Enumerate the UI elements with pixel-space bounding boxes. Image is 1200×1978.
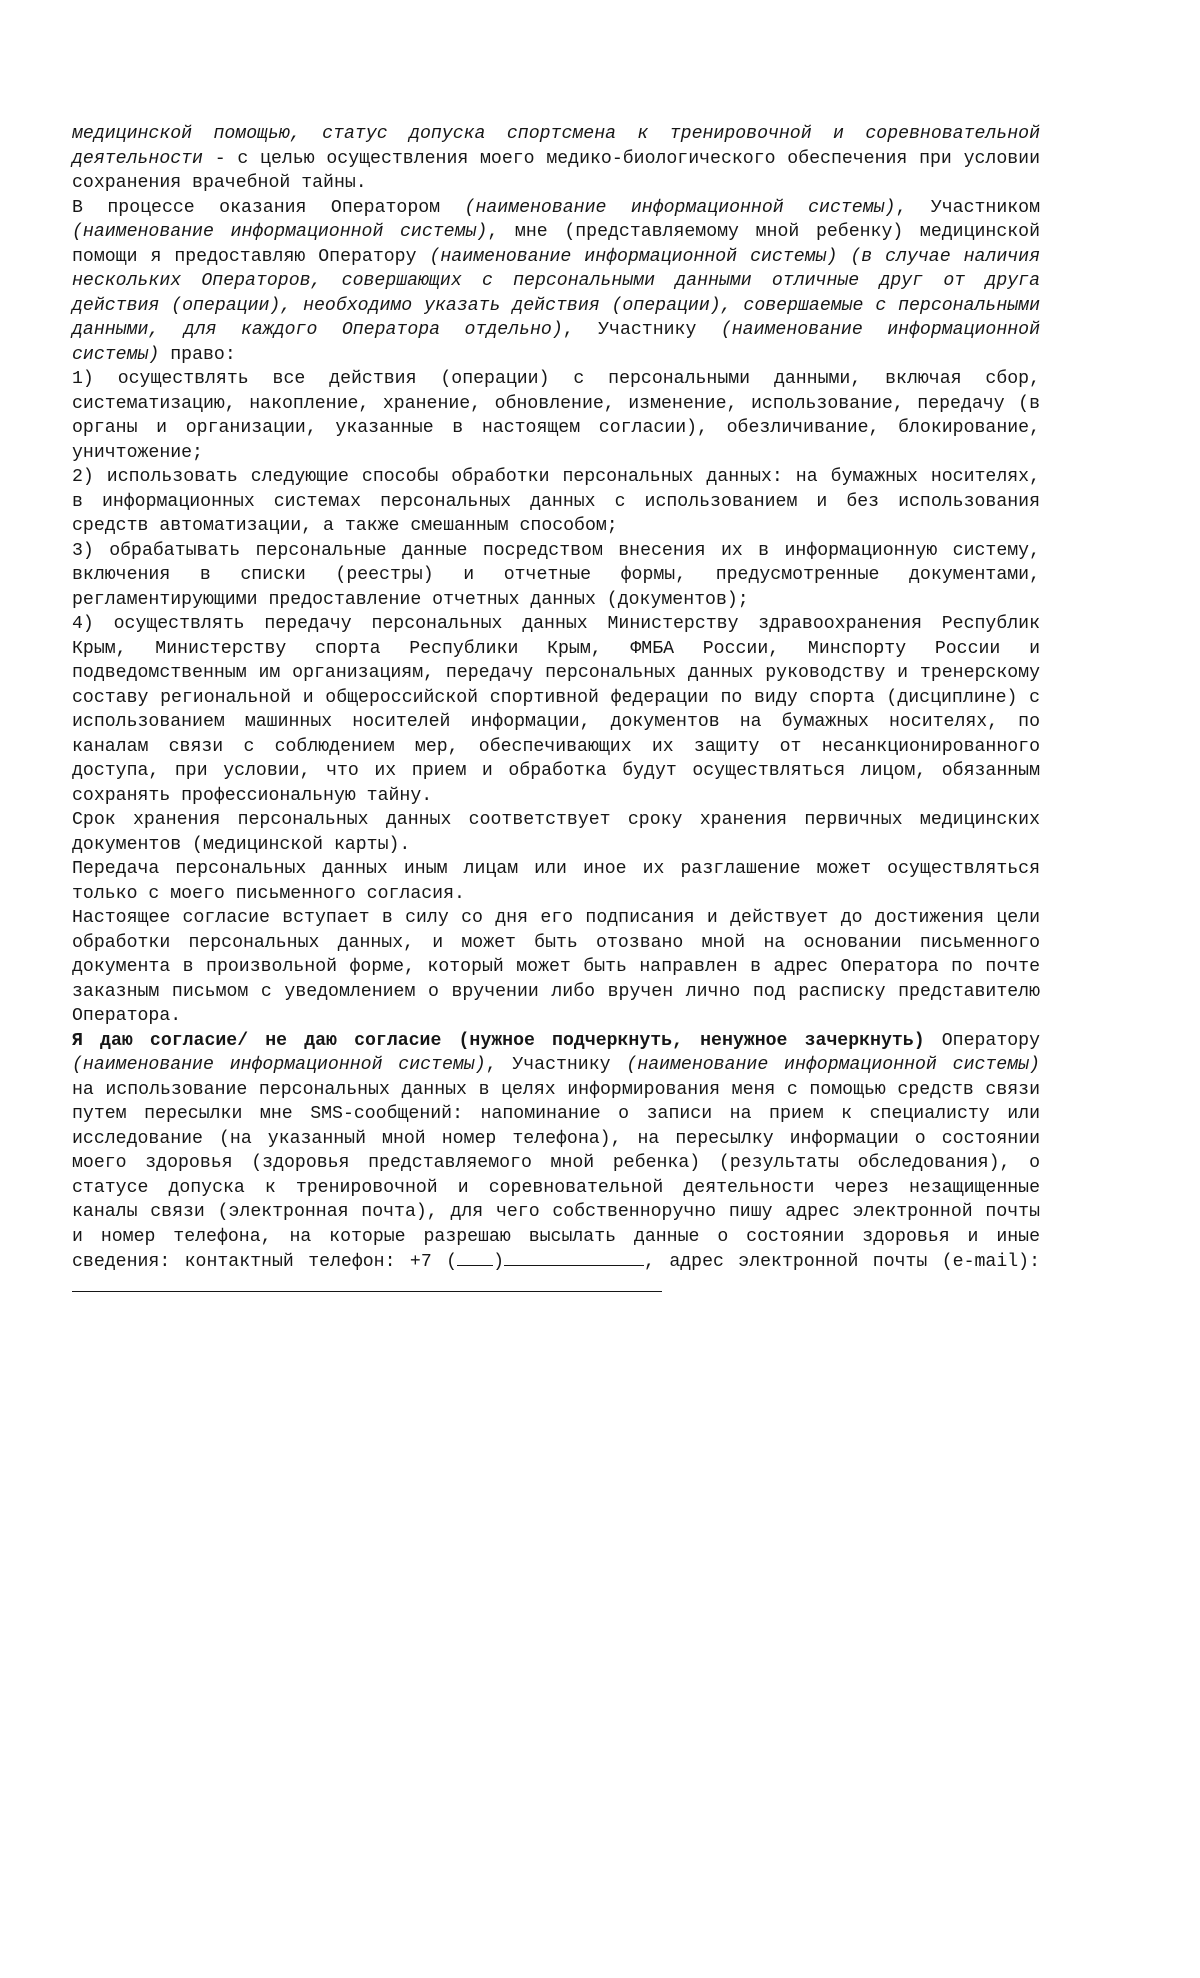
consent-text-3: на использование персональных данных в целях информирования меня с помощью средств связи путем пересылки мне SMS-сообщений: напоминание о записи на прием к специалисту или исследование (на указанный мной номер телефона), на пересылку информации о состоянии моего здоровья (здоровья представляемого мной ребенка) (результаты обследования), о статусе допуска к тренировочной и соревновательной деятельности через незащищенные каналы связи (электронная почта), для чего собственноручно пишу адрес электронной почты и номер телефона, на которые разрешаю высылать данные о состоянии здоровья и иные сведения: контактный телефон:	[72, 1079, 1040, 1272]
consent-italic-2: (наименование информационной системы)	[626, 1055, 1040, 1075]
main-paragraph	[72, 196, 1040, 368]
phone-code-field[interactable]	[457, 1249, 493, 1266]
list-item-3: 3) обрабатывать персональные данные посредством внесения их в информационную систему, включения в списки (реестры) и отчетные формы, предусмотренные документами, регламентирующими предоставление отчетных данных (документов);	[72, 540, 1040, 610]
main-italic-4: (наименование информационной системы)	[72, 320, 1040, 365]
intro-paragraph	[72, 122, 1040, 196]
main-text-2: , Участником	[895, 197, 1040, 218]
consent-italic-1: (наименование информационной системы)	[72, 1055, 486, 1075]
storage-paragraph: Срок хранения персональных данных соответствует сроку хранения первичных медицинских документов (медицинской карты).	[72, 810, 1040, 855]
phone-close-paren: )	[493, 1252, 504, 1272]
main-text-1: В процессе оказания Оператором	[72, 197, 465, 218]
consent-choice-heading: Я даю согласие/ не даю согласие (нужное подчеркнуть, ненужное зачеркнуть)	[72, 1030, 925, 1051]
email-field[interactable]	[72, 1275, 662, 1292]
list-item-1: 1) осуществлять все действия (операции) с персональными данными, включая сбор, систематизацию, накопление, хранение, обновление, изменение, использование, передачу (в органы и организации, указанные в настоящем согласии), обезличивание, блокирование, уничтожение;	[72, 369, 1040, 463]
phone-number-field[interactable]	[504, 1249, 644, 1266]
consent-paragraph	[72, 1029, 1040, 1301]
phone-prefix: +7 (	[409, 1252, 458, 1272]
main-italic-2: (наименование информационной системы)	[72, 222, 488, 242]
consent-document	[72, 122, 1040, 1300]
transfer-paragraph: Передача персональных данных иным лицам или иное их разглашение может осуществляться только с моего письменного согласия.	[72, 859, 1040, 904]
main-text-3: , мне (представляемому мной ребенку) медицинской помощи я предоставляю Оператору	[72, 222, 1040, 267]
consent-text-2: , Участнику	[485, 1055, 627, 1075]
intro-italic-text: медицинской помощью, статус допуска спортсмена к тренировочной и соревновательной деятельности	[72, 124, 1040, 169]
main-text-5: право:	[159, 344, 236, 365]
list-item-4: 4) осуществлять передачу персональных данных Министерству здравоохранения Республик Крым, Министерству спорта Республики Крым, ФМБА России, Минспорту России и подведомственным им организациям, передачу персональных данных руководству и тренерскому составу региональной и общероссийской спортивной федерации по виду спорта (дисциплине) с использованием машинных носителей информации, документов на бумажных носителях, по каналам связи с соблюдением мер, обеспечивающих их защиту от несанкционированного доступа, при условии, что их прием и обработка будут осуществляться лицом, обязанным сохранять профессиональную тайну.	[72, 614, 1040, 806]
consent-text-4: , адрес электронной почты (e-mail):	[644, 1252, 1040, 1272]
main-text-4: , Участнику	[562, 320, 721, 340]
main-italic-3: (наименование информационной системы) (в случае наличия нескольких Операторов, совершающих с персональными данными отличные друг от друга действия (операции), необходимо указать действия (операции), совершаемые с персональными данными, для каждого Оператора отдельно)	[72, 246, 1040, 340]
main-italic-1: (наименование информационной системы)	[464, 197, 896, 218]
validity-paragraph: Настоящее согласие вступает в силу со дня его подписания и действует до достижения цели обработки персональных данных, и может быть отозвано мной на основании письменного документа в произвольной форме, который может быть направлен в адрес Оператора по почте заказным письмом с уведомлением о вручении либо вручен лично под расписку представителю Оператора.	[72, 908, 1040, 1026]
list-item-2: 2) использовать следующие способы обработки персональных данных: на бумажных носителях, в информационных системах персональных данных с использованием и без использования средств автоматизации, а также смешанным способом;	[72, 467, 1040, 536]
consent-text-1: Оператору	[924, 1030, 1040, 1051]
intro-text: - с целью осуществления моего медико-биологического обеспечения при условии сохранения врачебной тайны.	[72, 148, 1040, 193]
